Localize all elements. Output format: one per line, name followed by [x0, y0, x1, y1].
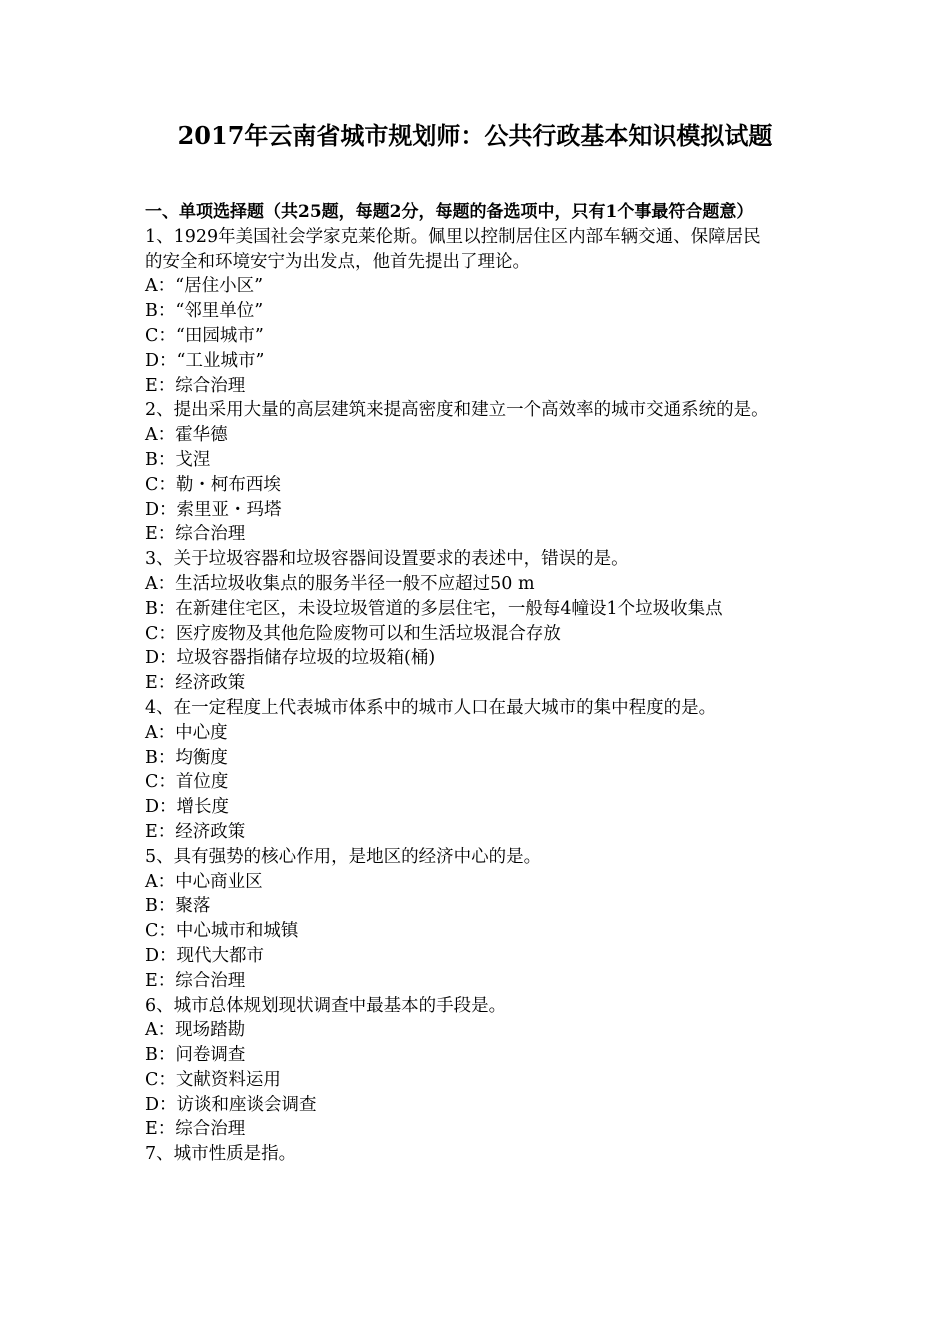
- question-stem: 4、在一定程度上代表城市体系中的城市人口在最大城市的集中程度的是。: [145, 697, 717, 718]
- option-d: D：垃圾容器指储存垃圾的垃圾箱(桶): [145, 648, 436, 669]
- section-heading: 一、单项选择题（共25题，每题2分，每题的备选项中，只有1个事最符合题意）: [145, 202, 754, 222]
- question-1: [145, 225, 810, 399]
- question-4: [145, 696, 810, 845]
- option-d: D：现代大都市: [145, 945, 265, 966]
- option-e: E：综合治理: [145, 524, 246, 545]
- option-a: A：生活垃圾收集点的服务半径一般不应超过50 m: [145, 573, 535, 594]
- question-stem: 7、城市性质是指。: [145, 1144, 297, 1165]
- question-stem: 2、提出采用大量的高层建筑来提高密度和建立一个高效率的城市交通系统的是。: [145, 400, 769, 421]
- option-c: C：中心城市和城镇: [145, 921, 299, 942]
- option-d: D：索里亚・玛塔: [145, 499, 282, 520]
- option-a: A：霍华德: [145, 425, 228, 446]
- option-b: B：均衡度: [145, 747, 228, 768]
- option-b: B：戈涅: [145, 449, 211, 470]
- option-e: E：综合治理: [145, 1119, 246, 1140]
- document-title: 2017年云南省城市规划师：公共行政基本知识模拟试题: [177, 121, 773, 150]
- question-2: [145, 398, 810, 547]
- question-stem: 6、城市总体规划现状调查中最基本的手段是。: [145, 995, 507, 1016]
- option-a: A：中心度: [145, 722, 228, 743]
- question-stem: 5、具有强势的核心作用，是地区的经济中心的是。: [145, 846, 542, 867]
- option-d: D：访谈和座谈会调查: [145, 1094, 317, 1115]
- option-d: D：增长度: [145, 797, 230, 818]
- question-6: [145, 994, 810, 1143]
- question-stem: 3、关于垃圾容器和垃圾容器间设置要求的表述中，错误的是。: [145, 549, 629, 570]
- option-c: C：首位度: [145, 772, 229, 793]
- question-7: [145, 1142, 810, 1167]
- option-e: E：经济政策: [145, 821, 246, 842]
- option-b: B：在新建住宅区，未设垃圾管道的多层住宅，一般每4幢设1个垃圾收集点: [145, 598, 723, 619]
- option-a: A：“居住小区”: [145, 276, 264, 297]
- option-e: E：综合治理: [145, 375, 246, 396]
- option-c: C：勒・柯布西埃: [145, 474, 281, 495]
- question-stem: 的安全和环境安宁为出发点，他首先提出了理论。: [145, 251, 530, 272]
- option-b: B：聚落: [145, 896, 211, 917]
- option-c: C：“田园城市”: [145, 325, 264, 346]
- option-e: E：经济政策: [145, 673, 246, 694]
- option-b: B：“邻里单位”: [145, 301, 264, 322]
- option-b: B：问卷调查: [145, 1045, 246, 1066]
- option-d: D：“工业城市”: [145, 350, 265, 371]
- question-5: [145, 845, 810, 994]
- option-e: E：综合治理: [145, 970, 246, 991]
- option-a: A：现场踏勘: [145, 1020, 246, 1041]
- document-body: [145, 200, 810, 1167]
- option-c: C：文献资料运用: [145, 1069, 281, 1090]
- option-c: C：医疗废物及其他危险废物可以和生活垃圾混合存放: [145, 623, 561, 644]
- option-a: A：中心商业区: [145, 871, 263, 892]
- question-3: [145, 547, 810, 696]
- question-stem: 1、1929年美国社会学家克莱伦斯。佩里以控制居住区内部车辆交通、保障居民: [145, 226, 761, 247]
